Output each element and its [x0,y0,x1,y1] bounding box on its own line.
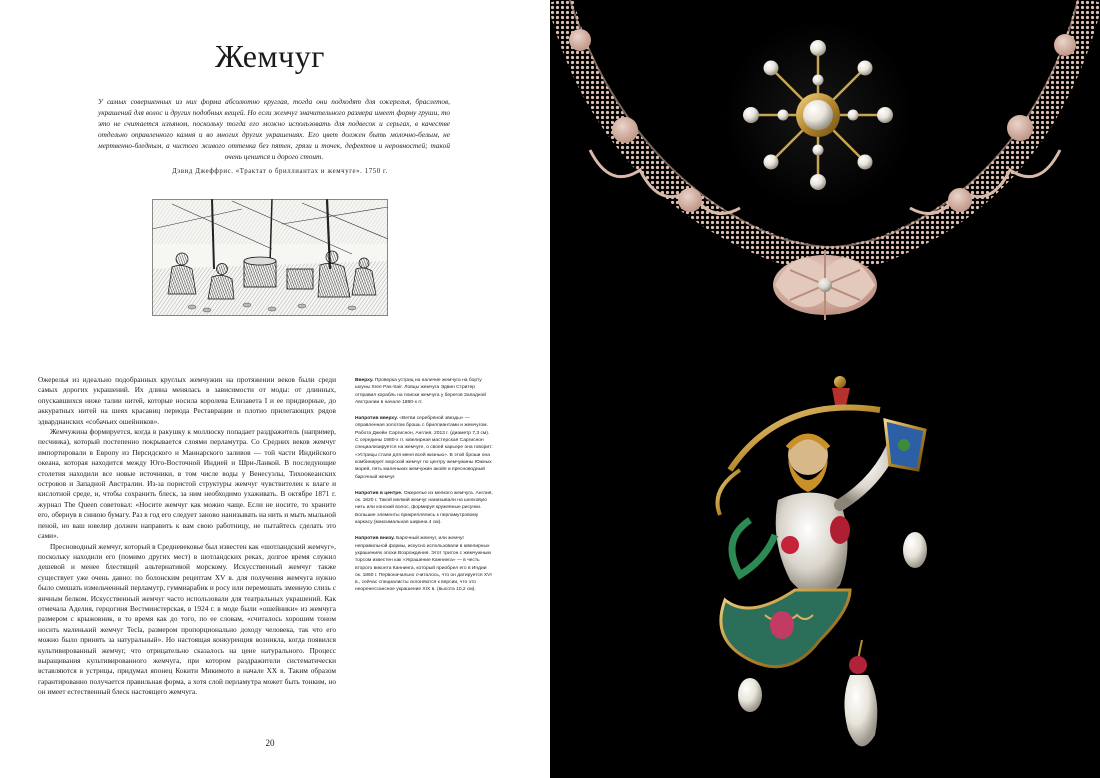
page-number: 20 [265,738,275,748]
pearl-star-brooch [723,20,913,210]
caption-text: Проверка устриц на наличие жемчуга на борту шхуны Sree Pas-Sair. Ловцы жемчуга Эдвин Стритер отправил корабль на поиски жемчуга у берегов Западной Австралии в начале 1880-х гг. [355,378,486,405]
jewelry-photograph [550,0,1100,778]
caption-opposite-top [355,415,493,481]
epigraph: У самых совершенных из них форма абсолютно круглая, тогда они подходят для ожерелья, браслетов, украшений для волос и других подобных вещей. Но если жемчуг значительного размера имеет форму груши, то это не считается изъяном, поскольку тогда его можно использовать для подвесок и серьгах, в качестве отдельно оправленного камня и во многих других украшениях. Его цвет должен быть молочно-белым, не мертвенно-бледным, а чистого живого оттенка без пятен, грязи и точек, дефектов и неровностей; такой очень ценится и дорого стоит. [98,97,450,162]
body-paragraph: Ожерелья из идеально подобранных круглых жемчужин на протяжении веков были среди самых дорогих украшений. Их длина менялась в зависимости от моды: от длинных, опускавшихся ниже талии нитей, которые носила королева Елизавета I и ее придворные, до аккуратных нитей на шеях красавиц периода Реставрации и плотно прилегающих рядов эдвардианских «собачьих ошейников». [38,375,336,426]
epigraph-source: Дэвид Джеффрис. «Трактат о бриллиантах и жемчуге». 1750 г. [172,168,388,175]
caption-text: Барочный жемчуг, или жемчуг неправильной формы, искусно использовали в ювелирных украшениях эпохи Возрождения. Этот тритон с жемчужным торсом известен как «Украшение Каннинга» — в честь второго виконта Каннинга, который приобрел его в Индии ок. 1860 г. Первоначально считалось, что он датируется XVI в., сейчас специалисты склоняются к версии, что это неоренессансное украшение XIX в. (высота 10,2 см). [355,536,492,593]
body-text [38,375,336,698]
pearl-divers-engraving-icon [152,199,388,316]
caption-top [355,377,493,406]
caption-lead: Вверху. [355,378,374,383]
right-page [550,0,1100,778]
caption-lead: Напротив вверху. [355,416,398,422]
caption-text: Ожерелье из мелкого жемчуга. Англия, ок. 1820 г. Такой мелкий жемчуг нанизывали на шелковую нить или конский волос, формируя кружевные рисунки. Большие элементы прикреплялись к перламутровому каркасу (максимальная ширина 4 см). [355,490,493,526]
captions-column [355,377,493,603]
body-paragraph: Жемчужина формируется, когда в ракушку к моллюску попадает раздражитель (например, песчинка), который постепенно покрывается слоями перламутра. Со Средних веков жемчуг импортировали в Европу из Персидского и Маннарского заливов — той части Индийского океана, которая находится между Юго-Восточной Индией и Шри-Ланкой. В последующие столетия находили все новые источники, в том числе воды у Венесуэлы, Тихоокеанских островов и Западной Австралии. Из-за пористой структуры жемчуг чувствителен к влаге и кислотной среде, и, чтобы сохранить блеск, за ним необходимо ухаживать. В октябре 1871 г. журнал The Queen советовал: «Носите жемчуг как можно чаще. Если не носите, то храните его, обернув в синюю бумагу. Раз в год его следует заново нанизывать на нить и мыть мыльной пеной, но ваш ювелир должен направить к вам свою работницу, не пытайтесь сделать это сами». [38,427,336,541]
engraving-illustration [152,199,388,316]
page-title: Жемчуг [215,38,325,74]
caption-lead: Напротив внизу. [355,536,395,542]
caption-lead: Напротив в центре. [355,490,403,496]
caption-opposite-center [355,490,493,526]
caption-text: «Ветви серебряной звезды» — оправленная золотом брошь с бриллиантами и жемчугом. Работа Джейн Саргиснон, Англия, 2013 г. (диаметр 7,3 см). С середины 1980-х гг. ювелирная мастерская Саргиснон специализируется на жемчуге, о своей карьере она говорит: «Устрицы стали для меня всей жизнью». В этой броши она комбинирует морской жемчуг по центру жемчужины Южных морей, пять маленьких жемчужин акойя и пресноводный барочный жемчуг. [355,416,493,480]
caption-opposite-bottom [355,535,493,593]
body-paragraph: Пресноводный жемчуг, который в Средневековье был известен как «шотландский жемчуг», поскольку находили его (помимо других мест) в шотландских реках, долгое время служил дешевой и менее блестящей альтернативой морскому. Искусственный жемчуг также существует уже очень давно: по болонским рецептам XV в. для получения жемчуга нужно было смешать измельченный перламутр, гуммиарабик и росу или перемешать змеиную слизь с яичным белком. Искусственный жемчуг часто использовали для театральных украшений. Как отмечала Аделия, герцогиня Вестминстерская, в 1924 г. в моде были «ошейники» из жемчуга размером с крыжовник, в то время как до того, по ее словам, «считалось хорошим тоном носить маленький жемчуг Tecla, размером пропорционально доходу человека, так что его можно было принять за натуральный». Но настоящая конкуренция возникла, когда появился культивированный жемчуг, что отрицательно сказалось на цене натурального. Процесс выращивания культивированного жемчуга, при котором раздражители систематически вставляются в устрицы, придумал японец Кокити Микимото в начале XX в. Таким образом гарантированно получается правильная форма, а хотя слой перламутра может быть тонким, но он имеет естественный блеск настоящего жемчуга. [38,541,336,697]
